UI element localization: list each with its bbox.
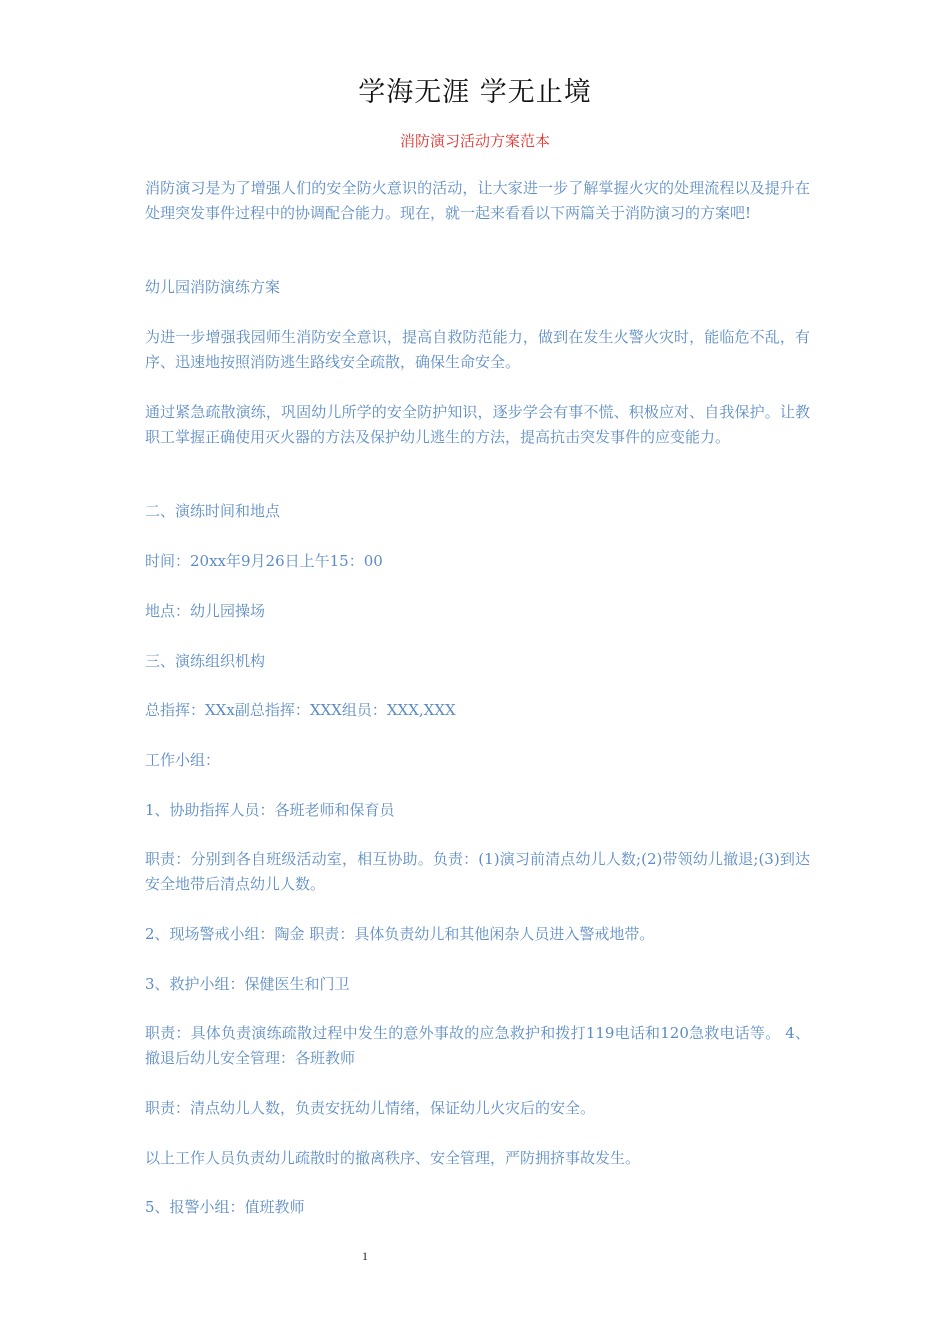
document-title: 消防演习活动方案范本 bbox=[399, 132, 550, 150]
page-number: 1 bbox=[362, 1249, 368, 1263]
paragraph-rescue-group: 3、救护小组：保健医生和门卫 bbox=[145, 975, 350, 993]
section-heading-organization: 三、演练组织机构 bbox=[145, 652, 266, 670]
paragraph-assist-staff: 1、协助指挥人员：各班老师和保育员 bbox=[145, 801, 395, 819]
section-heading-time-place: 二、演练时间和地点 bbox=[145, 502, 281, 520]
paragraph-time: 时间：20xx年9月26日上午15：00 bbox=[145, 552, 383, 570]
paragraph-safety-duties: 职责：清点幼儿人数，负责安抚幼儿情绪，保证幼儿火灾后的安全。 bbox=[145, 1099, 596, 1117]
section-heading-kindergarten-plan: 幼儿园消防演练方案 bbox=[145, 278, 281, 296]
paragraph-security-group: 2、现场警戒小组：陶金 职责：具体负责幼儿和其他闲杂人员进入警戒地带。 bbox=[145, 925, 655, 943]
paragraph-rescue-duties: 职责：具体负责演练疏散过程中发生的意外事故的应急救护和拨打119电话和120急救电话等。 4、撤退后幼儿安全管理：各班教师 bbox=[145, 1024, 810, 1067]
paragraph-commanders: 总指挥：XXx副总指挥：XXX组员：XXX,XXX bbox=[145, 701, 456, 719]
paragraph-assist-duties: 职责：分别到各自班级活动室，相互协助。负责：(1)演习前清点幼儿人数;(2)带领幼儿撤退;(3)到达安全地带后清点幼儿人数。 bbox=[145, 850, 810, 893]
paragraph-purpose: 为进一步增强我园师生消防安全意识，提高自救防范能力，做到在发生火警火灾时，能临危不乱，有序、迅速地按照消防逃生路线安全疏散，确保生命安全。 bbox=[145, 328, 810, 371]
paragraph-staff-responsibility: 以上工作人员负责幼儿疏散时的撤离秩序、安全管理，严防拥挤事故发生。 bbox=[145, 1149, 641, 1167]
paragraph-place: 地点：幼儿园操场 bbox=[145, 602, 266, 620]
paragraph-goals: 通过紧急疏散演练，巩固幼儿所学的安全防护知识，逐步学会有事不慌、积极应对、自我保护。让教职工掌握正确使用灭火器的方法及保护幼儿逃生的方法，提高抗击突发事件的应变能力。 bbox=[145, 403, 810, 446]
paragraph-alarm-group: 5、报警小组：值班教师 bbox=[145, 1198, 305, 1216]
paragraph-intro: 消防演习是为了增强人们的安全防火意识的活动，让大家进一步了解掌握火灾的处理流程以及提升在处理突发事件过程中的协调配合能力。现在，就一起来看看以下两篇关于消防演习的方案吧! bbox=[145, 179, 810, 222]
paragraph-working-groups: 工作小组： bbox=[145, 751, 221, 769]
header-title: 学海无涯 学无止境 bbox=[358, 77, 592, 108]
